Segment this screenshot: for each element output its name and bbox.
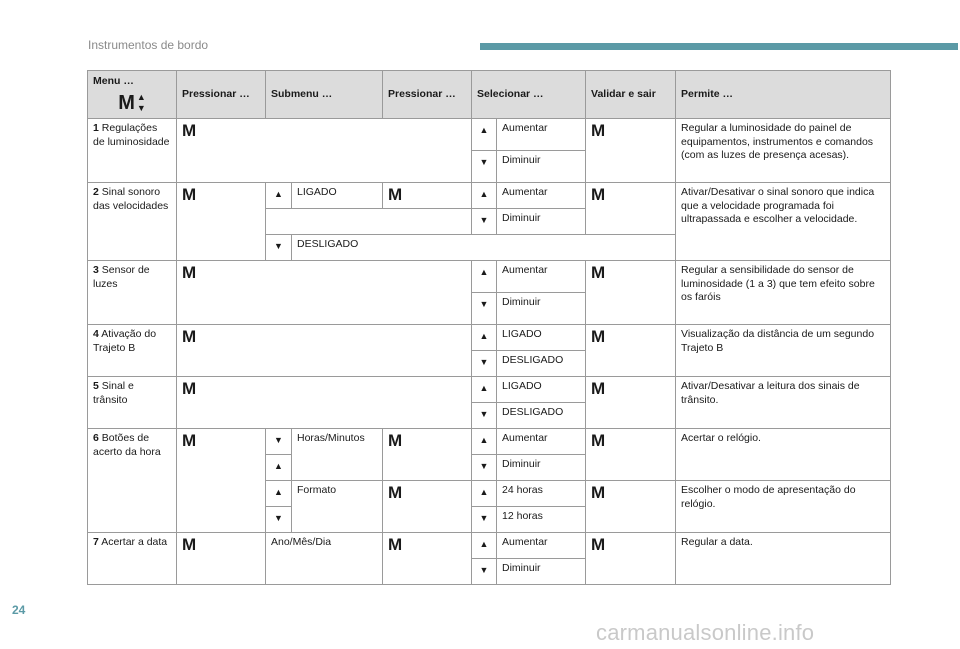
arrow-down-icon: ▼ — [472, 403, 497, 429]
description: Acertar o relógio. — [676, 429, 891, 481]
option-label: LIGADO — [497, 377, 586, 403]
table-row — [88, 533, 891, 559]
m-button-icon: M — [182, 121, 197, 140]
description: Regular a luminosidade do painel de equipamentos, instrumentos e comandos (com as luzes de presença acesas). — [676, 119, 891, 183]
arrow-down-icon: ▼ — [266, 507, 292, 533]
option-label: Diminuir — [497, 559, 586, 585]
arrow-down-icon: ▼ — [472, 559, 497, 585]
option-label: Aumentar — [497, 533, 586, 559]
submenu-label: Horas/Minutos — [292, 429, 383, 481]
col-press1: Pressionar … — [177, 71, 266, 119]
arrow-up-icon: ▲ — [266, 455, 292, 481]
watermark: carmanualsonline.info — [596, 620, 815, 645]
m-button-icon: M — [591, 121, 606, 140]
submenu-label: Formato — [292, 481, 383, 533]
option-label: Diminuir — [497, 151, 586, 183]
arrow-down-icon: ▼ — [136, 102, 146, 113]
menu-item-label: 2 Sinal sonoro das velocidades — [88, 183, 177, 261]
m-button-icon: M — [182, 379, 197, 398]
arrow-up-icon: ▲ — [472, 261, 497, 293]
m-button-icon: M — [388, 431, 403, 450]
m-button-icon: M — [591, 379, 606, 398]
m-button-icon: M — [388, 185, 403, 204]
arrow-down-icon: ▼ — [472, 351, 497, 377]
m-button-icon: M — [591, 535, 606, 554]
arrow-down-icon: ▼ — [472, 507, 497, 533]
menu-item-label: 5 Sinal e trânsito — [88, 377, 177, 429]
table-row — [88, 261, 891, 293]
page-number: 24 — [12, 603, 26, 617]
arrow-up-icon: ▲ — [266, 481, 292, 507]
option-label: Aumentar — [497, 261, 586, 293]
arrow-up-icon: ▲ — [472, 377, 497, 403]
arrow-up-icon: ▲ — [472, 429, 497, 455]
header-row — [88, 71, 891, 119]
col-menu: Menu … M ▲ ▼ — [88, 71, 177, 119]
menu-item-label: 3 Sensor de luzes — [88, 261, 177, 325]
option-label: DESLIGADO — [497, 351, 586, 377]
option-label: Diminuir — [497, 209, 586, 235]
option-label: Aumentar — [497, 183, 586, 209]
page-header-title: Instrumentos de bordo — [88, 38, 209, 52]
option-label: 24 horas — [497, 481, 586, 507]
description: Escolher o modo de apresentação do relógio. — [676, 481, 891, 533]
description: Ativar/Desativar a leitura dos sinais de trânsito. — [676, 377, 891, 429]
arrow-down-icon: ▼ — [472, 151, 497, 183]
description: Visualização da distância de um segundo Trajeto B — [676, 325, 891, 377]
m-button-icon: M — [182, 185, 197, 204]
arrow-up-icon: ▲ — [472, 533, 497, 559]
m-button-icon: M — [182, 535, 197, 554]
m-button-icon: M — [182, 263, 197, 282]
m-button-icon: M — [182, 327, 197, 346]
option-label: DESLIGADO — [497, 403, 586, 429]
submenu-label: Ano/Mês/Dia — [266, 533, 383, 585]
m-button-icon: M — [388, 483, 403, 502]
arrow-up-icon: ▲ — [266, 183, 292, 209]
arrow-down-icon: ▼ — [266, 429, 292, 455]
option-label: Diminuir — [497, 455, 586, 481]
arrow-up-icon: ▲ — [472, 119, 497, 151]
col-permits: Permite … — [676, 71, 891, 119]
m-button-icon: M — [591, 431, 606, 450]
arrow-down-icon: ▼ — [472, 455, 497, 481]
arrow-up-icon: ▲ — [472, 325, 497, 351]
option-label: Diminuir — [497, 293, 586, 325]
table-row — [88, 183, 891, 209]
option-label: 12 horas — [497, 507, 586, 533]
arrow-down-icon: ▼ — [472, 209, 497, 235]
description: Regular a data. — [676, 533, 891, 585]
m-button-icon: M — [182, 431, 197, 450]
col-submenu: Submenu … — [266, 71, 383, 119]
arrow-up-icon: ▲ — [136, 91, 146, 102]
menu-item-label: 4 Ativação do Trajeto B — [88, 325, 177, 377]
option-label: Aumentar — [497, 429, 586, 455]
menu-item-label: 6 Botões de acerto da hora — [88, 429, 177, 533]
table-row — [88, 325, 891, 351]
table-row — [88, 119, 891, 151]
m-button-icon: M — [591, 263, 606, 282]
arrow-down-icon: ▼ — [266, 235, 292, 261]
submenu-label: DESLIGADO — [292, 235, 676, 261]
m-button-icon: M — [591, 327, 606, 346]
table-row — [88, 429, 891, 455]
arrow-up-icon: ▲ — [472, 183, 497, 209]
col-press2: Pressionar … — [383, 71, 472, 119]
menu-button-icon: M ▲ ▼ — [118, 91, 146, 114]
header-accent-bar — [480, 43, 958, 50]
menu-item-label: 7 Acertar a data — [88, 533, 177, 585]
menu-table — [87, 70, 891, 585]
menu-item-label: 1 Regulações de luminosidade — [88, 119, 177, 183]
arrow-up-icon: ▲ — [472, 481, 497, 507]
description: Regular a sensibilidade do sensor de luminosidade (1 a 3) que tem efeito sobre os faróis — [676, 261, 891, 325]
description: Ativar/Desativar o sinal sonoro que indica que a velocidade programada foi ultrapassada e escolher a velocidade. — [676, 183, 891, 261]
col-validate: Validar e sair — [586, 71, 676, 119]
option-label: Aumentar — [497, 119, 586, 151]
col-select: Selecionar … — [472, 71, 586, 119]
m-button-icon: M — [388, 535, 403, 554]
arrow-down-icon: ▼ — [472, 293, 497, 325]
m-button-icon: M — [591, 185, 606, 204]
m-button-icon: M — [591, 483, 606, 502]
submenu-label: LIGADO — [292, 183, 383, 209]
option-label: LIGADO — [497, 325, 586, 351]
table-row — [88, 377, 891, 403]
